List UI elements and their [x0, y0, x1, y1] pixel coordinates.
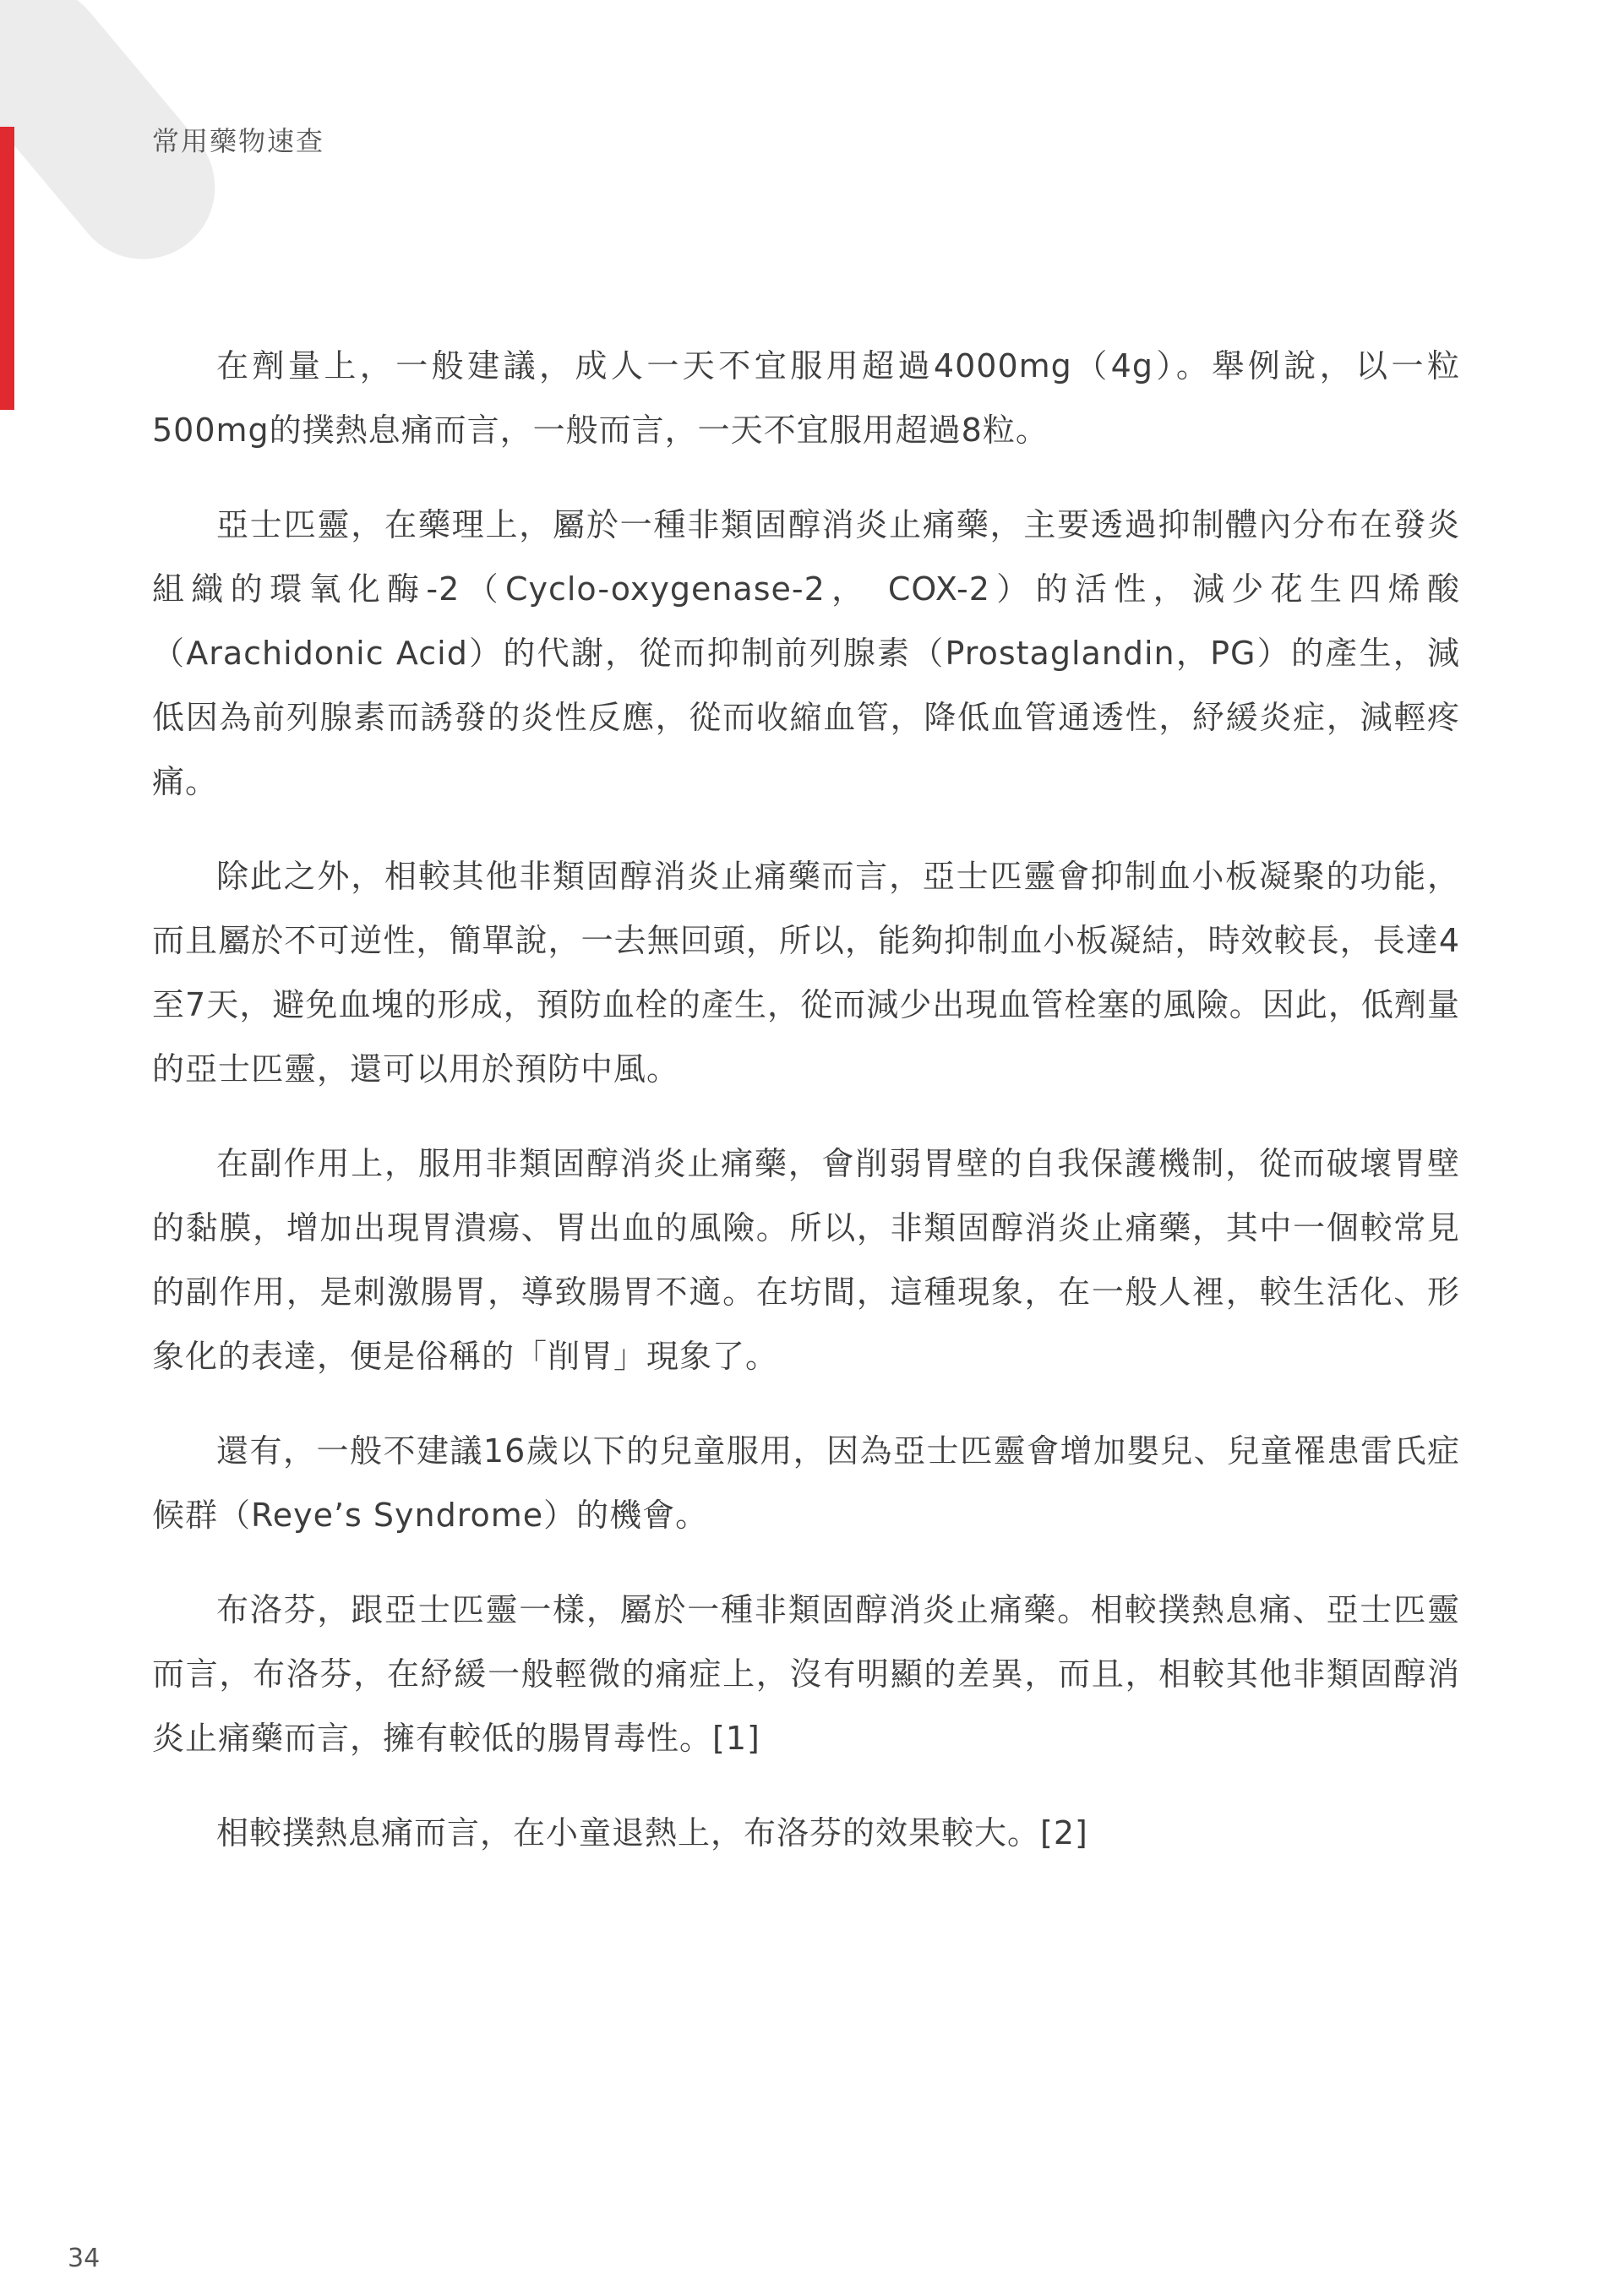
paragraph-aspirin-platelets: 除此之外，相較其他非類固醇消炎止痛藥而言，亞士匹靈會抑制血小板凝聚的功能，而且屬於不可逆性，簡單說，一去無回頭，所以，能夠抑制血小板凝結，時效較長，長達4至7天，避免血塊的形成，預防血栓的產生，從而減少出現血管栓塞的風險。因此，低劑量的亞士匹靈，還可以用於預防中風。: [152, 858, 1460, 1088]
body-text: [152, 334, 1460, 1895]
accent-bar: [0, 127, 14, 410]
paragraph-ibuprofen: 布洛芬，跟亞士匹靈一樣，屬於一種非類固醇消炎止痛藥。相較撲熱息痛、亞士匹靈而言，布洛芬，在紓緩一般輕微的痛症上，沒有明顯的差異，而且，相較其他非類固醇消炎止痛藥而言，擁有較低的腸胃毒性。[1]: [152, 1591, 1460, 1757]
running-header: 常用藥物速查: [152, 125, 325, 157]
paragraph-side-effects: 在副作用上，服用非類固醇消炎止痛藥，會削弱胃壁的自我保護機制，從而破壞胃壁的黏膜，增加出現胃潰瘍、胃出血的風險。所以，非類固醇消炎止痛藥，其中一個較常見的副作用，是刺激腸胃，導致腸胃不適。在坊間，這種現象，在一般人裡，較生活化、形象化的表達，便是俗稱的「削胃」現象了。: [152, 1145, 1460, 1375]
paragraph-dosage: 在劑量上，一般建議，成人一天不宜服用超過4000mg（4g）。舉例說，以一粒500mg的撲熱息痛而言，一般而言，一天不宜服用超過8粒。: [152, 347, 1460, 449]
paragraph-fever: 相較撲熱息痛而言，在小童退熱上，布洛芬的效果較大。[2]: [216, 1814, 1088, 1852]
page-number: 34: [68, 2244, 101, 2273]
paragraph-aspirin-pharmacology: 亞士匹靈，在藥理上，屬於一種非類固醇消炎止痛藥，主要透過抑制體內分布在發炎組織的環氧化酶-2（Cyclo-oxygenase-2， COX-2）的活性，減少花生四烯酸（Arachidonic Acid）的代謝，從而抑制前列腺素（Prostaglandin，PG）的產生，減低因為前列腺素而誘發的炎性反應，從而收縮血管，降低血管通透性，紓緩炎症，減輕疼痛。: [152, 506, 1460, 800]
paragraph-children-warning: 還有，一般不建議16歲以下的兒童服用，因為亞士匹靈會增加嬰兒、兒童罹患雷氏症候群（Reye’s Syndrome）的機會。: [152, 1432, 1460, 1534]
